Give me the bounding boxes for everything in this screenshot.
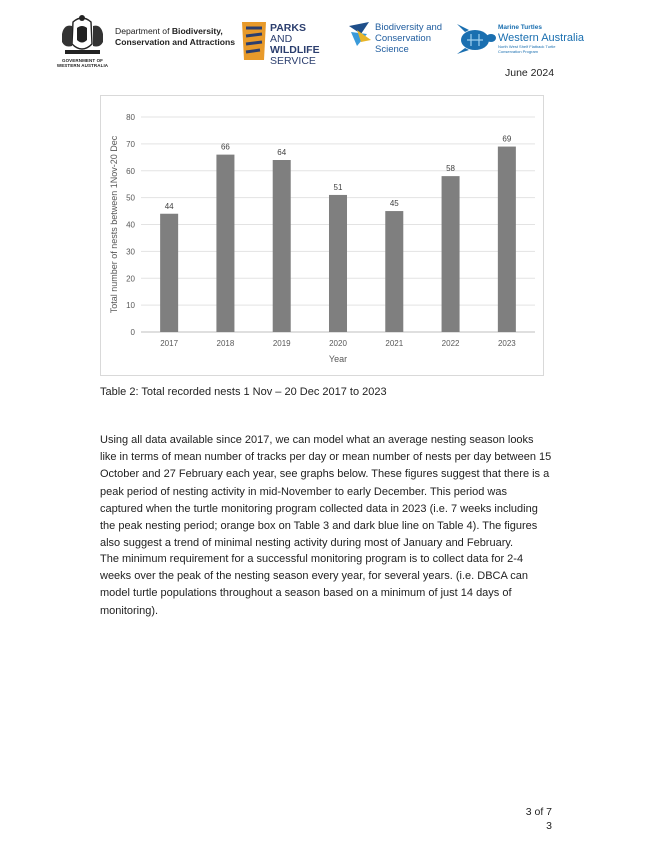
mt-line3: North West Shelf Flatback Turtle bbox=[498, 44, 556, 49]
data-label-2022: 58 bbox=[446, 164, 456, 174]
mt-line2: Western Australia bbox=[498, 32, 585, 44]
bar-2020 bbox=[329, 195, 347, 332]
bar-2022 bbox=[442, 176, 460, 332]
y-tick-label-0: 0 bbox=[130, 328, 135, 337]
x-axis-label: Year bbox=[328, 354, 348, 364]
data-label-2019: 64 bbox=[277, 148, 287, 157]
pw-line2: WILDLIFE bbox=[270, 44, 320, 56]
x-tick-label-2020: 2020 bbox=[329, 339, 347, 348]
y-axis-label: Total number of nests between 1Nov-20 Dec bbox=[109, 135, 119, 314]
body-paragraph-2: The minimum requirement for a successful monitoring program is to collect data for 2-4 weeks over the peak of the nesting season every year, for several years. (i.e. DBCA can model turtle populations throughout a season based on a minimum of just 14 days of monitoring). bbox=[100, 553, 528, 617]
letterhead bbox=[55, 14, 595, 69]
pw-line1-bold: PARKS bbox=[270, 22, 306, 34]
y-tick-label-70: 70 bbox=[126, 139, 135, 149]
dept-line1-prefix: Department of bbox=[115, 26, 172, 36]
x-tick-label-2019: 2019 bbox=[272, 339, 291, 348]
data-label-2023: 69 bbox=[502, 134, 512, 144]
mt-line4: Conservation Program bbox=[498, 49, 539, 54]
chart-svg bbox=[101, 96, 545, 377]
bcs-line3: Science bbox=[375, 44, 409, 55]
marine-turtles-logo bbox=[455, 22, 595, 68]
y-tick-label-20: 20 bbox=[126, 274, 135, 284]
page-number: 3 bbox=[546, 820, 552, 832]
data-label-2021: 45 bbox=[389, 199, 399, 209]
y-tick-label-30: 30 bbox=[126, 247, 135, 257]
y-tick-label-50: 50 bbox=[126, 193, 135, 203]
pw-line3: SERVICE bbox=[270, 55, 316, 67]
nests-bar-chart bbox=[100, 95, 544, 376]
y-tick-label-40: 40 bbox=[126, 220, 135, 230]
chart-caption: Table 2: Total recorded nests 1 Nov – 20 Dec 2017 to 2023 bbox=[100, 386, 387, 398]
bcs-line2: Conservation bbox=[375, 33, 431, 44]
bar-2023 bbox=[498, 147, 516, 332]
data-label-2017: 44 bbox=[164, 201, 174, 211]
x-tick-label-2017: 2017 bbox=[160, 339, 179, 348]
body-paragraph-1: Using all data available since 2017, we can model what an average nesting season looks like in terms of mean number of tracks per day or mean number of nests per day between 15 October and 27 February each year, see graphs below. These figures suggest that there is a peak period of nesting activity in mid-November to early December. This period was captured when the turtle monitoring program collected data in 2023 (i.e. 7 weeks including the peak nesting period; orange box on Table 3 and dark blue line on Table 4). The figures also suggest a trend of minimal nesting activity during most of January and February. bbox=[100, 434, 552, 550]
government-crest-logo bbox=[55, 14, 110, 69]
bar-2019 bbox=[273, 160, 291, 332]
bar-2021 bbox=[385, 211, 403, 332]
y-tick-label-10: 10 bbox=[126, 301, 135, 311]
crest-caption: GOVERNMENT OF WESTERN AUSTRALIA bbox=[56, 58, 109, 68]
dept-line2: Conservation and Attractions bbox=[115, 37, 236, 47]
department-name bbox=[115, 26, 235, 48]
bar-2018 bbox=[216, 155, 234, 332]
x-tick-label-2018: 2018 bbox=[216, 339, 235, 348]
x-tick-label-2022: 2022 bbox=[441, 339, 460, 348]
data-label-2018: 66 bbox=[220, 142, 230, 152]
bcs-logo bbox=[347, 20, 457, 60]
bar-2017 bbox=[160, 214, 178, 332]
data-label-2020: 51 bbox=[333, 182, 343, 192]
dept-line1-bold: Biodiversity, bbox=[171, 26, 223, 36]
pw-line1-light: AND bbox=[270, 33, 293, 45]
bcs-line1: Biodiversity and bbox=[375, 22, 443, 33]
parks-wildlife-logo bbox=[240, 20, 330, 67]
page-of-count: 3 of 7 bbox=[525, 806, 552, 818]
x-tick-label-2021: 2021 bbox=[385, 339, 404, 348]
mt-line1: Marine Turtles bbox=[498, 24, 542, 31]
y-tick-label-60: 60 bbox=[126, 166, 135, 176]
y-tick-label-80: 80 bbox=[126, 113, 135, 122]
document-date: June 2024 bbox=[505, 67, 555, 79]
x-tick-label-2023: 2023 bbox=[497, 339, 516, 348]
